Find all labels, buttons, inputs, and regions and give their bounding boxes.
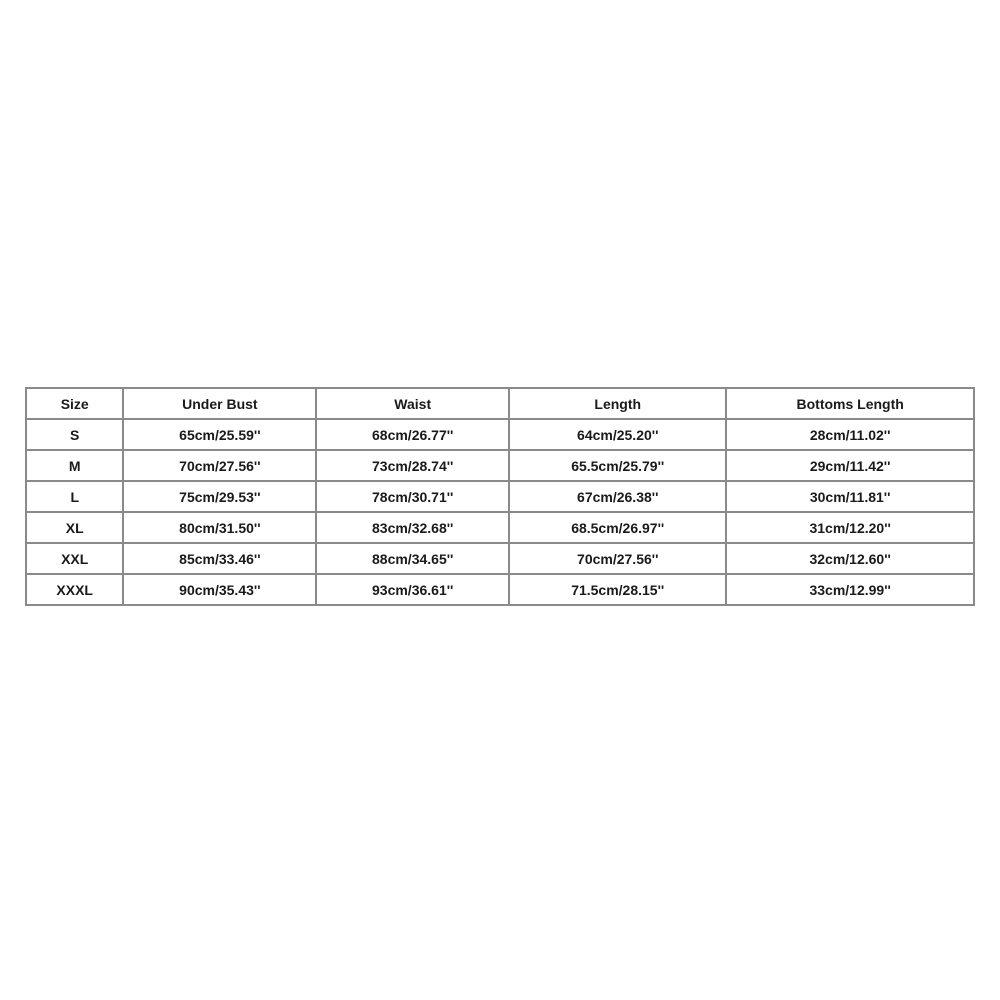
size-cell: XL xyxy=(26,512,123,543)
bottoms-length-cell: 31cm/12.20'' xyxy=(726,512,974,543)
waist-cell: 88cm/34.65'' xyxy=(316,543,509,574)
waist-cell: 78cm/30.71'' xyxy=(316,481,509,512)
header-bottoms-length: Bottoms Length xyxy=(726,388,974,419)
length-cell: 68.5cm/26.97'' xyxy=(509,512,726,543)
under-bust-cell: 80cm/31.50'' xyxy=(123,512,316,543)
under-bust-cell: 75cm/29.53'' xyxy=(123,481,316,512)
table-row xyxy=(26,481,974,512)
size-cell: XXXL xyxy=(26,574,123,605)
header-length: Length xyxy=(509,388,726,419)
table-row xyxy=(26,543,974,574)
waist-cell: 93cm/36.61'' xyxy=(316,574,509,605)
under-bust-cell: 65cm/25.59'' xyxy=(123,419,316,450)
size-cell: XXL xyxy=(26,543,123,574)
header-under-bust: Under Bust xyxy=(123,388,316,419)
bottoms-length-cell: 32cm/12.60'' xyxy=(726,543,974,574)
length-cell: 67cm/26.38'' xyxy=(509,481,726,512)
length-cell: 65.5cm/25.79'' xyxy=(509,450,726,481)
under-bust-cell: 70cm/27.56'' xyxy=(123,450,316,481)
table-row xyxy=(26,450,974,481)
header-waist: Waist xyxy=(316,388,509,419)
table-row xyxy=(26,574,974,605)
bottoms-length-cell: 28cm/11.02'' xyxy=(726,419,974,450)
size-chart-table xyxy=(25,387,975,606)
bottoms-length-cell: 29cm/11.42'' xyxy=(726,450,974,481)
size-cell: L xyxy=(26,481,123,512)
size-cell: S xyxy=(26,419,123,450)
length-cell: 64cm/25.20'' xyxy=(509,419,726,450)
size-cell: M xyxy=(26,450,123,481)
waist-cell: 68cm/26.77'' xyxy=(316,419,509,450)
waist-cell: 83cm/32.68'' xyxy=(316,512,509,543)
under-bust-cell: 85cm/33.46'' xyxy=(123,543,316,574)
waist-cell: 73cm/28.74'' xyxy=(316,450,509,481)
under-bust-cell: 90cm/35.43'' xyxy=(123,574,316,605)
length-cell: 71.5cm/28.15'' xyxy=(509,574,726,605)
bottoms-length-cell: 33cm/12.99'' xyxy=(726,574,974,605)
table-row xyxy=(26,512,974,543)
table-header-row xyxy=(26,388,974,419)
bottoms-length-cell: 30cm/11.81'' xyxy=(726,481,974,512)
header-size: Size xyxy=(26,388,123,419)
table-row xyxy=(26,419,974,450)
length-cell: 70cm/27.56'' xyxy=(509,543,726,574)
